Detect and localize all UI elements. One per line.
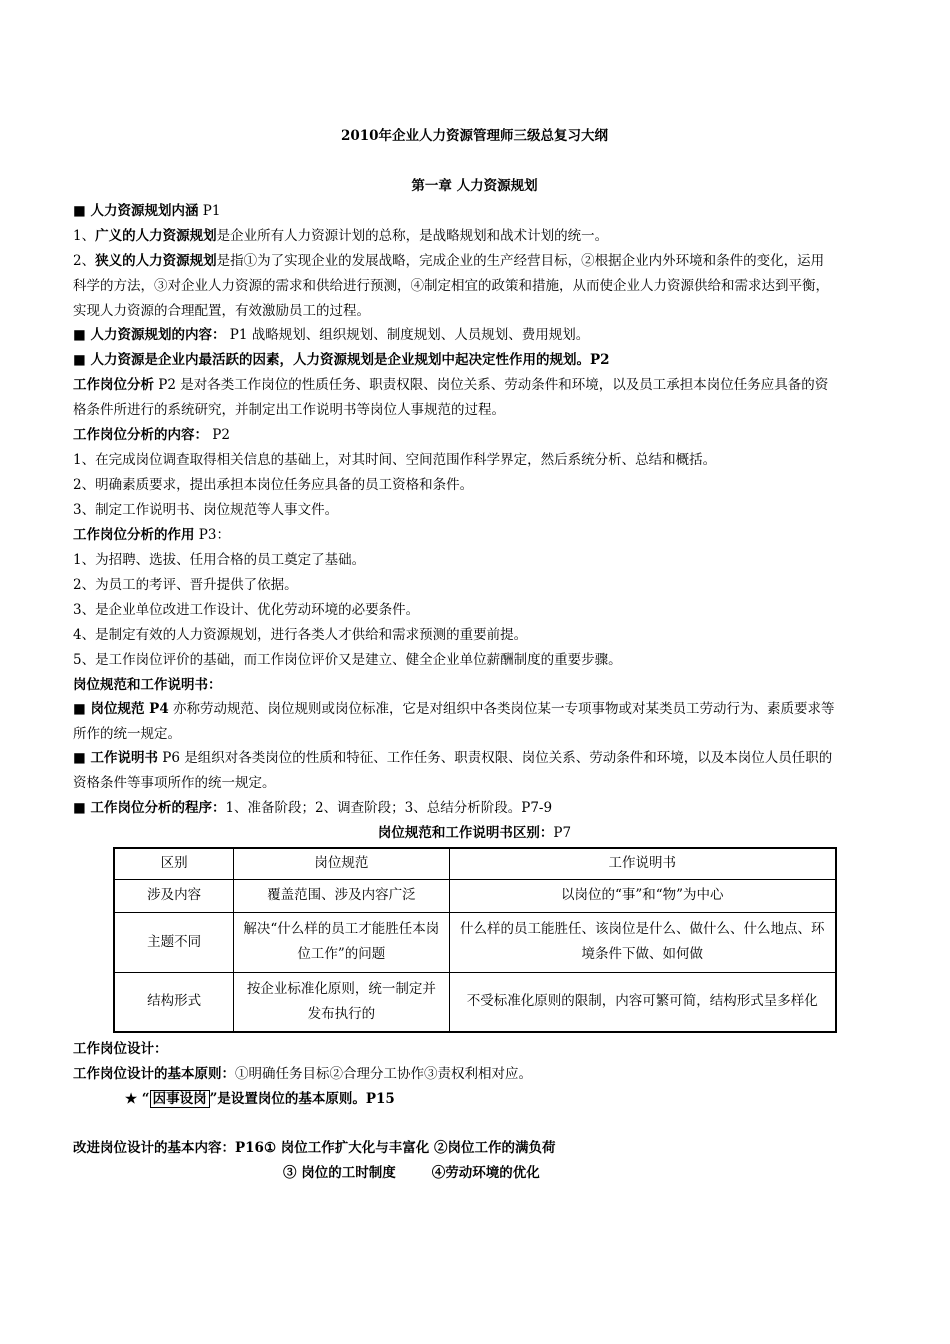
paragraph-continued: 所作的统一规定。	[73, 726, 181, 742]
paragraph: 改进岗位设计的基本内容：P16① 岗位工作扩大化与丰富化 ②岗位工作的满负荷	[73, 1140, 556, 1156]
list-item: 1、为招聘、选拔、任用合格的员工奠定了基础。	[73, 552, 366, 568]
item-number: 1、	[73, 228, 96, 244]
page-ref: P7	[553, 825, 572, 841]
table-cell: 什么样的员工能胜任、该岗位是什么、做什么、什么地点、环境条件下做、如何做	[449, 912, 836, 972]
paragraph	[73, 746, 876, 771]
section-heading: 人力资源规划内涵	[90, 203, 199, 219]
term: 工作说明书	[90, 750, 158, 766]
table-cell: 涉及内容	[114, 879, 234, 912]
subheading-label: 工作岗位分析的内容：	[73, 427, 208, 443]
subheading: 岗位规范和工作说明书：	[73, 677, 222, 693]
page-ref: P3：	[194, 527, 230, 543]
definition: ①明确任务目标②合理分工协作③责权利相对应。	[235, 1066, 532, 1082]
definition: 亦称劳动规范、岗位规则或岗位标准，它是对组织中各类岗位某一专项事物或对某类员工劳动行为、素质要求等	[168, 701, 835, 717]
list-item: 2、为员工的考评、晋升提供了依据。	[73, 577, 298, 593]
paragraph	[73, 224, 876, 249]
table-cell: 以岗位的“事”和“物”为中心	[449, 879, 836, 912]
paragraph-continued: 实现人力资源的合理配置，有效激励员工的过程。	[73, 303, 370, 319]
subheading	[73, 423, 876, 448]
term: 工作岗位分析	[73, 377, 154, 393]
table-cell: 覆盖范围、涉及内容广泛	[234, 879, 449, 912]
table-header-cell: 区别	[114, 848, 234, 879]
table-header-cell: 工作说明书	[449, 848, 836, 879]
paragraph	[73, 796, 876, 821]
table-caption	[73, 821, 876, 846]
list-item: 3、制定工作说明书、岗位规范等人事文件。	[73, 502, 339, 518]
paragraph-continued: 格条件所进行的系统研究，并制定出工作说明书等岗位人事规范的过程。	[73, 402, 505, 418]
list-item: ④劳动环境的优化	[431, 1165, 540, 1181]
table-header-row	[114, 848, 836, 879]
definition: 1、准备阶段；2、调查阶段；3、总结分析阶段。P7-9	[225, 800, 553, 816]
page-ref: P1	[198, 203, 221, 219]
list-item: 3、是企业单位改进工作设计、优化劳动环境的必要条件。	[73, 602, 420, 618]
key-principle-text: ”是设置岗位的基本原则。P15	[209, 1091, 395, 1107]
table-cell: 主题不同	[114, 912, 234, 972]
table-row	[114, 972, 836, 1032]
term: 广义的人力资源规划	[95, 228, 217, 244]
paragraph	[73, 697, 876, 722]
list-item: ③ 岗位的工时制度	[283, 1165, 396, 1181]
definition: 是指①为了实现企业的发展战略，完成企业的生产经营目标，②根据企业内外环境和条件的变化，运用	[216, 253, 825, 269]
term: 工作岗位分析的程序：	[90, 800, 226, 816]
section-text: P1 战略规划、组织规划、制度规划、人员规划、费用规划。	[225, 327, 590, 343]
chapter-heading: 第一章 人力资源规划	[411, 178, 538, 194]
section-content	[73, 323, 876, 348]
subheading: 工作岗位设计：	[73, 1041, 168, 1057]
paragraph-continued: 资格条件等事项所作的统一规定。	[73, 775, 276, 791]
table-cell: 不受标准化原则的限制，内容可繁可简，结构形式呈多样化	[449, 972, 836, 1032]
table-caption-label: 岗位规范和工作说明书区别：	[377, 825, 554, 841]
section-hr-planning	[73, 199, 876, 224]
table-header-cell: 岗位规范	[234, 848, 449, 879]
table-cell: 解决“什么样的员工才能胜任本岗位工作”的问题	[234, 912, 449, 972]
key-statement	[73, 348, 876, 373]
table-row	[114, 879, 836, 912]
table-row	[114, 912, 836, 972]
definition: P6 是组织对各类岗位的性质和特征、工作任务、职责权限、岗位关系、劳动条件和环境，以及本岗位人员任职的	[157, 750, 833, 766]
term: 岗位规范 P4	[90, 701, 169, 717]
definition: P2 是对各类工作岗位的性质任务、职责权限、岗位关系、劳动条件和环境，以及员工承担本岗位任务应具备的资	[154, 377, 829, 393]
paragraph-continued	[283, 1161, 683, 1186]
comparison-table	[113, 847, 837, 1033]
list-item: 2、明确素质要求，提出承担本岗位任务应具备的员工资格和条件。	[73, 477, 474, 493]
subheading-label: 工作岗位分析的作用	[73, 527, 195, 543]
list-item: 5、是工作岗位评价的基础，而工作岗位评价又是建立、健全企业单位薪酬制度的重要步骤。	[73, 652, 622, 668]
page-ref: P2	[208, 427, 230, 443]
table-cell: 按企业标准化原则，统一制定并发布执行的	[234, 972, 449, 1032]
list-item: 4、是制定有效的人力资源规划，进行各类人才供给和需求预测的重要前提。	[73, 627, 528, 643]
key-statement-text: 人力资源是企业内最活跃的因素，人力资源规划是企业规划中起决定性作用的规划。P2	[90, 352, 610, 368]
star-icon: ★ “	[125, 1091, 150, 1107]
list-item: 1、在完成岗位调查取得相关信息的基础上，对其时间、空间范围作科学界定，然后系统分析、总结和概括。	[73, 452, 717, 468]
boxed-term: 因事设岗	[150, 1090, 210, 1108]
document-title: 2010年企业人力资源管理师三级总复习大纲	[340, 128, 609, 144]
table-cell: 结构形式	[114, 972, 234, 1032]
definition: 是企业所有人力资源计划的总称，是战略规划和战术计划的统一。	[216, 228, 609, 244]
item-number: 2、	[73, 253, 96, 269]
term: 狭义的人力资源规划	[95, 253, 217, 269]
paragraph	[73, 1062, 876, 1087]
subheading	[73, 523, 876, 548]
section-heading: 人力资源规划的内容：	[90, 327, 226, 343]
paragraph	[73, 373, 876, 398]
paragraph	[73, 249, 876, 274]
key-principle	[125, 1087, 928, 1112]
term: 工作岗位设计的基本原则：	[73, 1066, 235, 1082]
paragraph-continued: 科学的方法，③对企业人力资源的需求和供给进行预测，④制定相宜的政策和措施，从而使企业人力资源供给和需求达到平衡，	[73, 278, 829, 294]
